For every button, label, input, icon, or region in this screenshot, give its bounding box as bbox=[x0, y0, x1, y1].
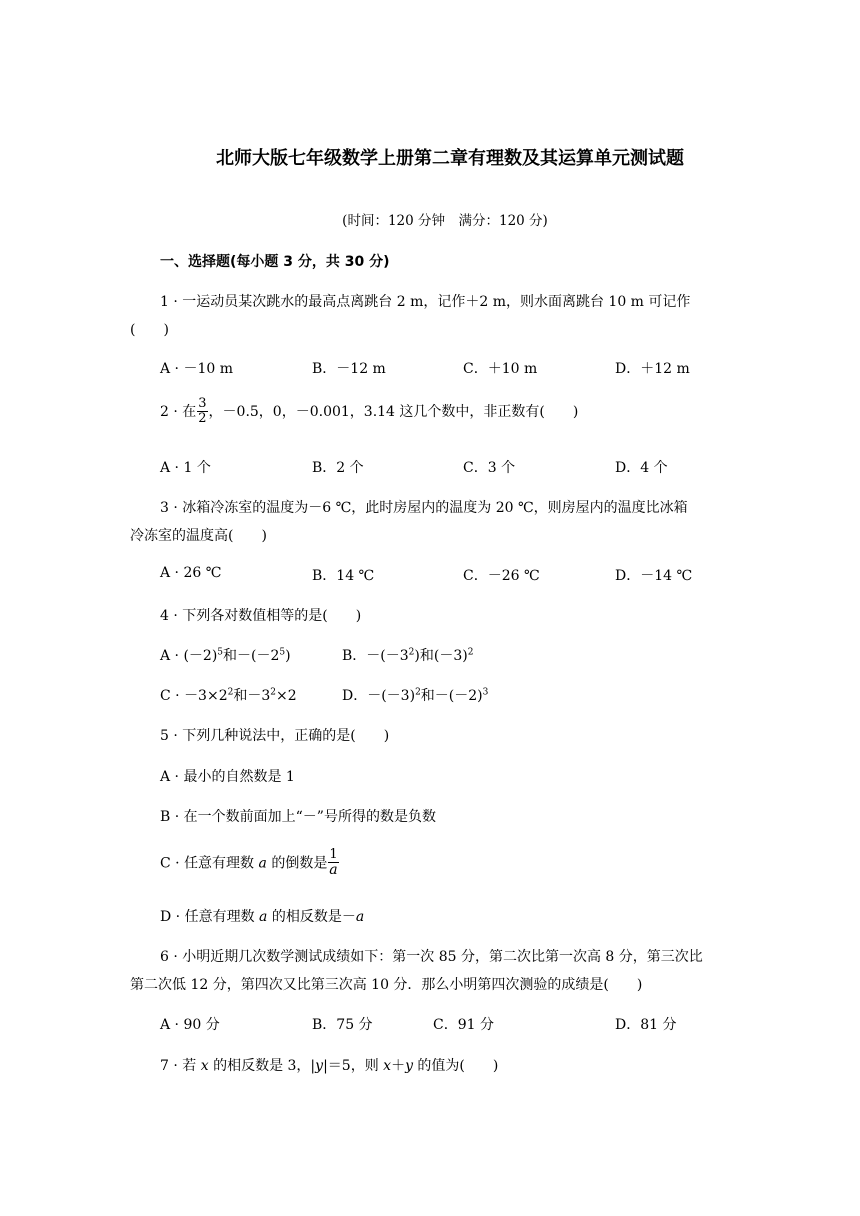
q4-option-d bbox=[342, 685, 488, 705]
q6-option-c: C．91 分 bbox=[433, 1017, 494, 1033]
q2-option-c: C．3 个 bbox=[463, 460, 516, 476]
variable-y: y bbox=[405, 1058, 413, 1074]
q5-option-c bbox=[160, 848, 340, 879]
q4a-part: ) bbox=[285, 648, 291, 664]
q5-option-d bbox=[160, 906, 364, 926]
q3-option-a: A · 26 ℃ bbox=[160, 565, 222, 581]
q4b-exponent: 2 bbox=[408, 647, 415, 658]
q1-option-c: C．＋10 m bbox=[463, 361, 538, 377]
variable-x: x bbox=[200, 1058, 209, 1074]
q6-option-a: A · 90 分 bbox=[160, 1017, 220, 1033]
q7-part: |＝5，则 bbox=[323, 1058, 384, 1074]
question-1-bracket: ( ) bbox=[130, 322, 169, 338]
question-1-text: 1 · 一运动员某次跳水的最高点离跳台 2 m，记作＋2 m，则水面离跳台 10 m 可记作 bbox=[160, 294, 691, 310]
q2-option-d: D．4 个 bbox=[615, 460, 668, 476]
q3-option-c: C．－26 ℃ bbox=[463, 568, 540, 584]
q4d-part: D．－(－3) bbox=[342, 688, 416, 704]
q4c-part: 和－3 bbox=[233, 688, 271, 704]
q7-part: 的相反数是 3，| bbox=[208, 1058, 316, 1074]
variable-a: a bbox=[259, 909, 268, 925]
q4b-part: B．－(－3 bbox=[342, 648, 409, 664]
q4c-exponent: 2 bbox=[227, 687, 234, 698]
fraction-one-over-a bbox=[328, 848, 338, 879]
question-7-text bbox=[160, 1055, 498, 1075]
variable-a: a bbox=[258, 855, 267, 872]
q4c-part: C · －3×2 bbox=[160, 688, 228, 704]
q2-option-b: B．2 个 bbox=[312, 460, 364, 476]
question-4-text: 4 · 下列各对数值相等的是( ) bbox=[160, 608, 362, 624]
section-heading: 一、选择题(每小题 3 分，共 30 分) bbox=[160, 254, 390, 270]
q4a-exponent: 5 bbox=[279, 647, 286, 658]
q4-option-c bbox=[160, 685, 297, 705]
q3-option-b: B．14 ℃ bbox=[312, 568, 375, 584]
exam-info: (时间：120 分钟 满分：120 分) bbox=[342, 213, 548, 229]
q7-part: 7 · 若 bbox=[160, 1058, 201, 1074]
q2-option-a: A · 1 个 bbox=[160, 460, 211, 476]
q1-option-a: A · －10 m bbox=[160, 361, 234, 377]
q1-option-b: B．－12 m bbox=[312, 361, 386, 377]
q5c-part: C · 任意有理数 bbox=[160, 855, 259, 872]
fraction-denominator: 2 bbox=[198, 411, 207, 427]
q7-part: 的值为( ) bbox=[412, 1058, 499, 1074]
q4b-exponent: 2 bbox=[467, 647, 474, 658]
q5-option-a: A · 最小的自然数是 1 bbox=[160, 769, 295, 785]
q4c-part: ×2 bbox=[276, 688, 297, 704]
fraction-numerator: 1 bbox=[329, 847, 338, 862]
q5-option-b: B · 在一个数前面加上“－”号所得的数是负数 bbox=[160, 809, 436, 825]
variable-x: x bbox=[383, 1058, 392, 1074]
question-6-text: 6 · 小明近期几次数学测试成绩如下：第一次 85 分，第二次比第一次高 8 分，第三次比 bbox=[160, 949, 703, 965]
fraction-three-halves bbox=[197, 397, 207, 427]
q1-option-d: D．＋12 m bbox=[615, 361, 690, 377]
q4a-part: A · (－2) bbox=[160, 648, 218, 664]
q4a-part: 和－(－2 bbox=[223, 648, 280, 664]
fraction-numerator: 3 bbox=[198, 396, 207, 411]
q4-option-b bbox=[342, 645, 473, 665]
variable-a: a bbox=[355, 909, 365, 925]
q7-part: ＋ bbox=[391, 1058, 406, 1074]
question-5-text: 5 · 下列几种说法中，正确的是( ) bbox=[160, 728, 390, 744]
question-6-text-cont: 第二次低 12 分，第四次又比第三次高 10 分．那么小明第四次测验的成绩是( ) bbox=[130, 977, 643, 993]
page-title: 北师大版七年级数学上册第二章有理数及其运算单元测试题 bbox=[216, 148, 684, 169]
q4b-part: )和(－3) bbox=[414, 648, 468, 664]
q4-option-a bbox=[160, 645, 291, 665]
variable-y: y bbox=[315, 1058, 324, 1074]
fraction-denominator: a bbox=[329, 862, 338, 879]
question-3-text: 3 · 冰箱冷冻室的温度为－6 ℃，此时房屋内的温度为 20 ℃，则房屋内的温度比冰箱 bbox=[160, 500, 688, 516]
q4d-exponent: 2 bbox=[415, 687, 421, 698]
q5c-part: 的倒数是 bbox=[266, 855, 328, 872]
question-3-text-cont: 冷冻室的温度高( ) bbox=[130, 528, 267, 544]
q4a-exponent: 5 bbox=[217, 647, 224, 658]
q4d-part: 和－(－2) bbox=[420, 688, 483, 704]
q5d-part: 的相反数是－ bbox=[267, 909, 356, 925]
question-2-text bbox=[160, 397, 578, 427]
q3-option-d: D．－14 ℃ bbox=[615, 568, 693, 584]
q6-option-b: B．75 分 bbox=[312, 1017, 373, 1033]
q6-option-d: D．81 分 bbox=[615, 1017, 677, 1033]
q4c-exponent: 2 bbox=[270, 687, 276, 698]
q5d-part: D · 任意有理数 bbox=[160, 909, 260, 925]
q4d-exponent: 3 bbox=[482, 687, 489, 698]
q2-prefix: 2 · 在 bbox=[160, 403, 197, 420]
q2-suffix: ，－0.5，0，－0.001，3.14 这几个数中，非正数有( ) bbox=[208, 403, 579, 420]
